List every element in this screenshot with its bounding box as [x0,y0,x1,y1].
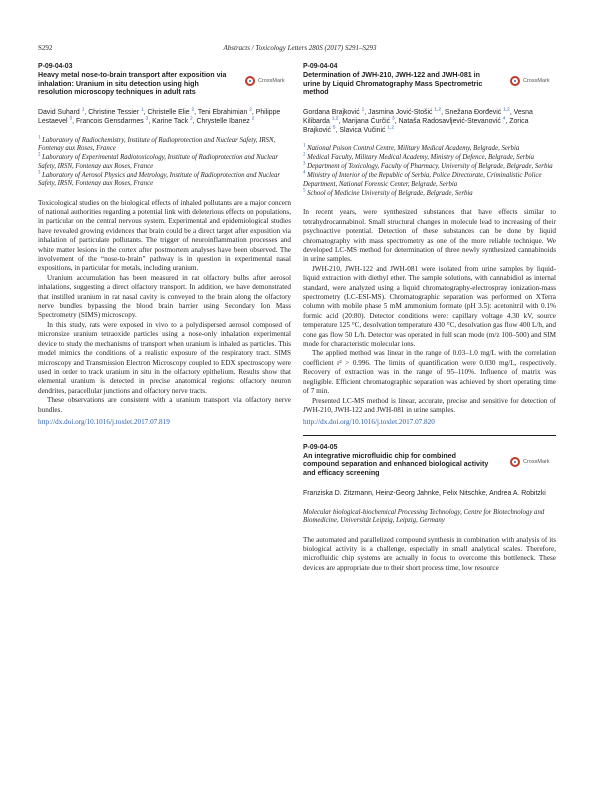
abstract-title: Heavy metal nose-to-brain transport after exposition via inhalation: Uranium in situ detection using high resolution microscopy techniques in adult rats [38,71,227,97]
abstract-id: P-09-04-04 [303,63,338,70]
affiliation-marker: 5 [303,188,306,194]
left-column [38,62,291,427]
affiliation-text: Laboratory of Aerosol Physics and Metrology, Institute of Radioprotection and Nuclear Safety, IRSN, Fontenay aux Roses, France [38,171,281,188]
author-list: Franziska D. Zitzmann, Heinz-Georg Jahnke, Felix Nitschke, Andrea A. Robitzki [303,489,546,497]
author-name: Philippe Lestaevel [38,109,281,125]
author-affiliation-marker[interactable]: 5 [332,125,336,131]
doi-link[interactable]: http://dx.doi.org/10.1016/j.toxlet.2017.07.819 [38,417,170,426]
author-name: Vesna Kilibarda [303,109,533,125]
abstract-id: P-09-04-05 [303,443,338,451]
paragraph: JWH-210, JWH-122 and JWH-081 were isolated from urine samples by liquid-liquid extraction with diethyl ether. The sample solutions, with cannabidiol as internal standard, were analyzed using a liquid chromatography-electrospray ionization-mass spectrometry (LC-ESI-MS). Chromatographic separation was performed on XTerra column with mobile phase 5 mM ammonium formate (pH 3.5): acetonitril with 0.1% formic acid (20:80). Detector conditions were: capillary voltage 4.30 kV, source temperature 125 °C, desolvation temperature 430 °C, desolvation gas flow 400 L/h, and cone gas flow 50 L/h. Detector was operated in full scan mode (m/z 100–500) and SIM mode for characteristic molecular ions. [303,264,556,349]
affiliation [38,137,291,154]
affiliation-marker: 4 [303,171,306,177]
author-affiliation-marker[interactable]: 3 [145,116,149,122]
author-name: Nataša Radosavljević-Stevanović [398,117,501,125]
abstract-title-row [303,71,556,101]
author-name: Chrystelle Ibanez [196,117,250,125]
affiliation [38,172,291,189]
author-name: Karine Tack [152,117,189,125]
affiliation-marker: 2 [38,152,41,158]
author-affiliation-marker[interactable]: 1 [81,107,85,113]
author-name: Jasmina Jović-Stošić [368,109,433,116]
author-name: Zorica Brajković [303,117,529,134]
affiliation [303,190,556,199]
affiliation-list [303,145,556,198]
author-name: Snežana Đorđević [444,109,502,116]
author-affiliation-marker[interactable]: 2 [191,107,195,113]
author-affiliation-marker[interactable]: 1,2 [503,107,510,113]
abstract-body [38,199,291,415]
section-divider [303,435,556,436]
paragraph: The automated and parallelized compound synthesis in combination with analysis of its biological activity is a challenge, especially in small analytical scales. Therefore, microfluidic chip systems are actually in focus to overcome this bottleneck. These devices are appropriate due to their short process time, low resource [303,535,556,572]
affiliation [303,163,556,172]
author-affiliation-marker[interactable]: 2 [251,116,255,122]
affiliation: Molecular biological-biochemical Processing Technology, Centre for Biotechnology and Biomedicine, Universität Leipzig, Leipzig, Germany [303,508,545,525]
page-header [38,44,562,56]
affiliation-marker: 3 [303,162,306,168]
paragraph: In this study, rats were exposed in vivo to a polydispersed aerosol composed of micronsize uranium tetraoxide particles using a nose-only inhalation experimental device to study the mechanisms of transport when uranium is inhaled as particles. This model mimics the conditions of a realistic exposure of the respiratory tract. SIMS microscopy and Transmission Electron Microscopy coupled to EDX spectroscopy were used in order to track uranium in situ in the olfactory epithelium. Results show that elemental uranium is detected in precise anatomical regions: olfactory neuron dendrites, paracellular junctions and olfactory nerve tracts. [38,320,291,395]
affiliation [303,154,556,163]
author-affiliation-marker[interactable]: 1,2 [387,125,395,131]
author-name: Francois Gensdarmes [75,117,144,125]
affiliation [303,172,556,189]
author-name: Slavica Vučinić [339,126,386,134]
right-column [303,62,556,573]
author-affiliation-marker[interactable]: 1,2 [434,107,442,113]
affiliation-marker: 2 [303,153,306,159]
crossmark-icon [510,76,520,86]
crossmark-icon [245,76,255,86]
author-name: Christine Tessier [88,109,140,116]
author-affiliation-marker[interactable]: 3 [392,116,395,122]
author-name: Christelle Elie [147,109,190,116]
crossmark-icon [510,457,520,467]
affiliation-text: National Poison Control Centre, Military Medical Academy, Belgrade, Serbia [305,145,520,153]
author-affiliation-marker[interactable]: 1 [140,107,144,113]
affiliation-text: Medical Faculty, Military Medical Academy, Ministry of Defence, Belgrade, Serbia [305,154,535,162]
affiliation-text: School of Medicine University of Belgrade, Belgrade, Serbia [305,189,473,197]
author-name: Gordana Brajković [303,109,360,116]
crossmark-logo[interactable] [510,75,556,89]
crossmark-label: CrossMark [258,78,285,84]
author-affiliation-marker[interactable]: 2 [249,107,252,113]
author-list: Gordana Brajković $^1$, Jasmina Jović-Stošić $^{1,2}$, Snežana Đorđević $^{1,2}$, Vesna Kilibarda $^{1,2}$, Marijana Ćurčić $^3$, Nataša Radosavljević-Stevanović $^4$, Zorica Brajković $^5$, Slavica Vučinić $^{1,2}$ [303,107,533,134]
abstract-title-row [38,71,291,101]
paragraph: Uranium accumulation has been measured in rat olfactory bulbs after aerosol inhalations, suggesting a direct olfactory transport. In addition, we have demonstrated that instilled uranium in rat nasal cavity is conveyed to the brain along the olfactory nerve bundles bypassing the blood brain barrier using Secondary Ion Mass Spectrometry (SIMS) microscopy. [38,273,291,320]
affiliation-text: Department of Toxicology, Faculty of Pharmacy, University of Belgrade, Belgrade, Serbia [305,163,553,171]
paragraph: These observations are consistent with a uranium transport via olfactory nerve bundles. [38,396,291,414]
abstract-body [303,208,556,415]
author-affiliation-marker[interactable]: 1 [361,107,365,113]
affiliation-text: Laboratory of Radiochemistry, Institute of Radioprotection and Nuclear Safety, IRSN, Fontenay aux Roses, France [38,136,276,153]
crossmark-logo[interactable] [245,75,291,89]
abstract-title: Determination of JWH-210, JWH-122 and JWH-081 in urine by Liquid Chromatography Mass Spectrometric method [303,71,483,97]
affiliation-list [38,137,291,189]
crossmark-logo[interactable] [510,456,556,470]
abstract-title: An integrative microfluidic chip for combined compound separation and enhanced biological activity and efficacy screening [303,451,489,478]
author-affiliation-marker[interactable]: 1,2 [331,116,339,122]
affiliation [38,154,291,171]
author-affiliation-marker[interactable]: 3 [69,116,73,122]
affiliation-marker: 1 [38,135,41,141]
affiliation-text: Laboratory of Experimental Radiotoxicology, Institute of Radioprotection and Nuclear Safety, IRSN, Fontenay aux Roses, France [38,154,279,170]
paragraph: Presented LC-MS method is linear, accurate, precise and sensitive for detection of JWH-210, JWH-122 and JWH-081 in urine samples. [303,396,556,414]
affiliation-marker: 1 [303,144,306,150]
author-affiliation-marker[interactable]: 4 [502,116,506,122]
abstract-id: P-09-04-03 [38,63,73,70]
doi-link[interactable]: http://dx.doi.org/10.1016/j.toxlet.2017.07.820 [303,418,435,427]
abstract-title-row [303,452,556,482]
page-number: S292 [38,44,53,52]
affiliation [303,145,556,154]
paragraph: Toxicological studies on the biological effects of inhaled pollutants are a major concern of national authorities regarding a potential link with deleterious effects on populations, in particular on the central nervous system. Experimental and epidemiological studies have revealed growing evidences that brain could be a direct target after exposition via inhalation of particulate pollutants. The trigger of neuroinflammation processes and white matter lesions in the cortex after postmortem analyses have been observed. The involvement of the “nose-to-brain” pathway is in question in experimental nasal expositions, in particular for metals, including uranium. [38,198,291,273]
paragraph: The applied method was linear in the range of 0.03–1.0 mg/L with the correlation coefficient r² > 0.996. The limits of quantification were 0.030 mg/L, respectively. Recovery of extraction was in the range of 95–110%. Influence of matrix was negligible. Efficient chromatographic separation was achieved by short operating time of 7 min. [303,349,556,396]
author-name: Marijana Ćurčić [342,117,391,125]
crossmark-label: CrossMark [523,78,550,84]
author-name: Teni Ebrahimian [197,109,248,116]
author-list: David Suhard $^1$, Christine Tessier $^1$, Christelle Elie $^2$, Teni Ebrahimian $^2$, Philippe Lestaevel $^3$, Francois Gensdarmes $^3$, Karine Tack $^2$, Chrystelle Ibanez $^2$ [38,107,281,125]
author-name: David Suhard [38,109,80,116]
journal-citation: Abstracts / Toxicology Letters 280S (2017) S291–S293 [223,44,377,52]
affiliation-text: Ministry of Interior of the Republic of Serbia, Police Directorate, Criminalistic Police Department, National Forensic Center, Belgrade, Serbia [303,172,542,188]
paragraph: In recent years, were synthesized substances that have effects similar to tetrahydrocannabinol. Small structural changes in molecule lead to increasing of their psychoactive potential. Detection of these substances can be done by liquid chromatography with mass spectrometry as one of the more reliable technique. We developed LC-MS method for determination of three newly synthesized cannabinoids in urine samples. [303,208,556,264]
crossmark-label: CrossMark [523,458,550,465]
affiliation-marker: 3 [38,170,41,176]
abstract-body [303,536,556,574]
author-affiliation-marker[interactable]: 2 [189,116,193,122]
